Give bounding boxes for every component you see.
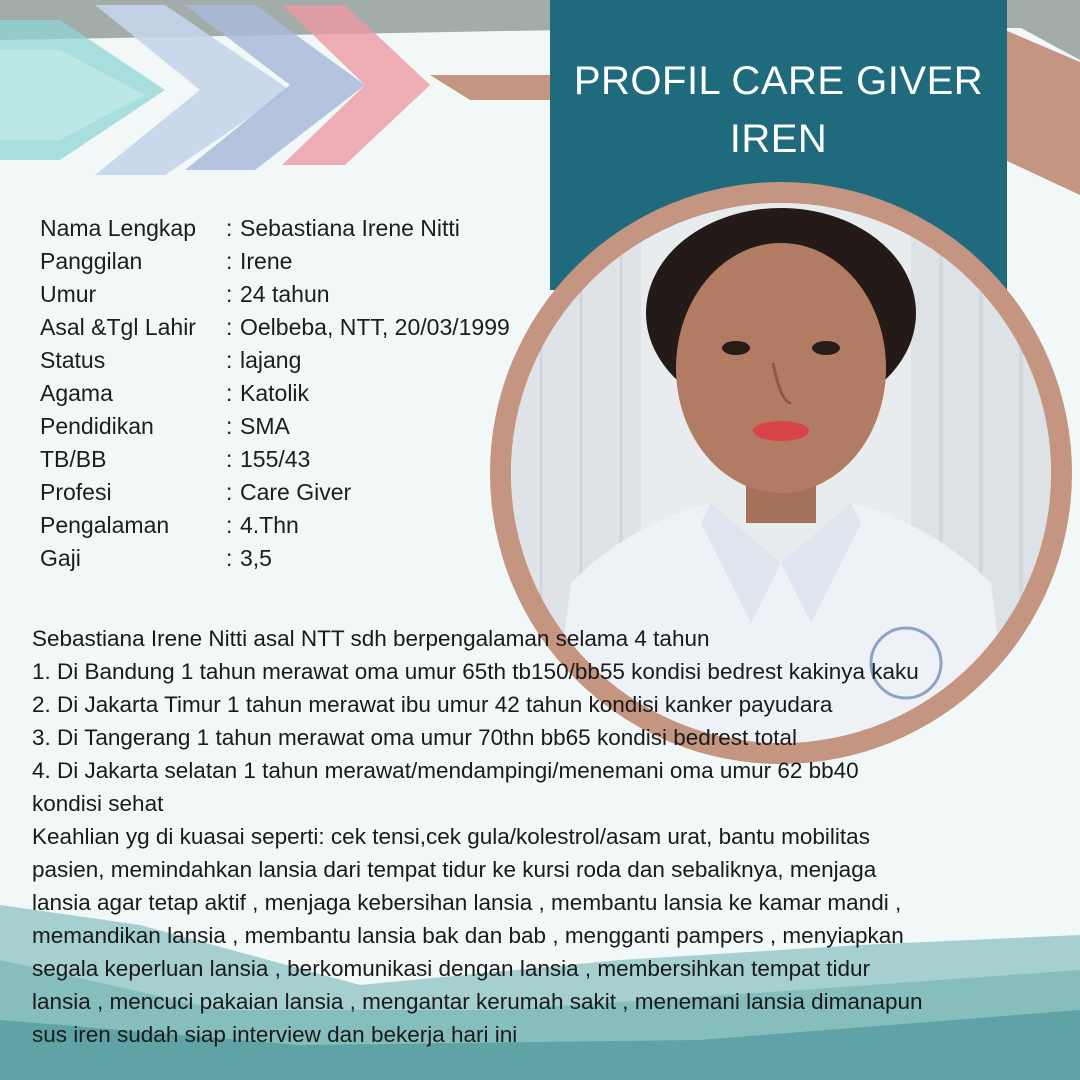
profile-value: SMA (240, 413, 290, 439)
profile-value: Irene (240, 248, 293, 274)
profile-row-panggilan (40, 245, 510, 278)
profile-row-asal (40, 311, 510, 344)
narrative-line: 4. Di Jakarta selatan 1 tahun merawat/mendampingi/menemani oma umur 62 bb40 (32, 758, 859, 783)
profile-label: Asal &Tgl Lahir (40, 314, 196, 340)
profile-separator: : (226, 479, 233, 505)
profile-value: 155/43 (240, 446, 311, 472)
profile-label: Gaji (40, 545, 81, 571)
profile-row-gaji (40, 542, 510, 575)
profile-separator: : (226, 314, 233, 340)
profile-label: Panggilan (40, 248, 143, 274)
profile-value: 24 tahun (240, 281, 330, 307)
narrative-line: segala keperluan lansia , berkomunikasi dengan lansia , membersihkan tempat tidur (32, 956, 870, 981)
narrative-line: lansia , mencuci pakaian lansia , mengantar kerumah sakit , menemani lansia dimanapun (32, 989, 923, 1014)
profile-row-pendidikan (40, 410, 510, 443)
profile-separator: : (226, 281, 233, 307)
profile-row-umur (40, 278, 510, 311)
profile-value: Sebastiana Irene Nitti (240, 215, 460, 241)
profile-row-profesi (40, 476, 510, 509)
profile-separator: : (226, 545, 233, 571)
profile-value: Katolik (240, 380, 310, 406)
profile-row-pengalaman (40, 509, 510, 542)
narrative-line: memandikan lansia , membantu lansia bak dan bab , mengganti pampers , menyiapkan (32, 923, 904, 948)
narrative-line: Keahlian yg di kuasai seperti: cek tensi,cek gula/kolestrol/asam urat, bantu mobilitas (32, 824, 870, 849)
profile-row-agama (40, 377, 510, 410)
profile-label: Profesi (40, 479, 112, 505)
profile-label: Umur (40, 281, 97, 307)
profile-separator: : (226, 347, 233, 373)
narrative-line: pasien, memindahkan lansia dari tempat tidur ke kursi roda dan sebaliknya, menjaga (32, 857, 877, 882)
profile-separator: : (226, 446, 233, 472)
narrative-line: lansia agar tetap aktif , menjaga kebersihan lansia , membantu lansia ke kamar mandi , (32, 890, 902, 915)
profile-separator: : (226, 380, 233, 406)
narrative-line: 3. Di Tangerang 1 tahun merawat oma umur 70thn bb65 kondisi bedrest total (32, 725, 798, 750)
profile-separator: : (226, 248, 233, 274)
profile-label: Status (40, 347, 106, 373)
profile-label: Nama Lengkap (40, 215, 196, 241)
profile-row-tbbb (40, 443, 510, 476)
page-title-line2: IREN (729, 117, 828, 161)
profile-separator: : (226, 215, 233, 241)
profile-details (40, 212, 510, 575)
narrative-line: sus iren sudah siap interview dan bekerja hari ini (32, 1022, 518, 1047)
narrative-line: 1. Di Bandung 1 tahun merawat oma umur 65th tb150/bb55 kondisi bedrest kakinya kaku (32, 659, 919, 684)
profile-separator: : (226, 512, 233, 538)
narrative-line: 2. Di Jakarta Timur 1 tahun merawat ibu umur 42 tahun kondisi kanker payudara (32, 692, 833, 717)
profile-label: Agama (40, 380, 113, 406)
profile-value: 4.Thn (240, 512, 299, 538)
experience-narrative (32, 622, 1062, 1051)
page-title-line1: PROFIL CARE GIVER (573, 59, 984, 103)
profile-value: lajang (240, 347, 302, 373)
profile-row-status (40, 344, 510, 377)
profile-row-nama (40, 212, 510, 245)
profile-separator: : (226, 413, 233, 439)
profile-label: TB/BB (40, 446, 107, 472)
profile-value: Oelbeba, NTT, 20/03/1999 (240, 314, 510, 340)
narrative-line: Sebastiana Irene Nitti asal NTT sdh berpengalaman selama 4 tahun (32, 626, 710, 651)
profile-label: Pengalaman (40, 512, 170, 538)
profile-value: 3,5 (240, 545, 272, 571)
narrative-line: kondisi sehat (32, 791, 164, 816)
profile-value: Care Giver (240, 479, 352, 505)
profile-label: Pendidikan (40, 413, 154, 439)
